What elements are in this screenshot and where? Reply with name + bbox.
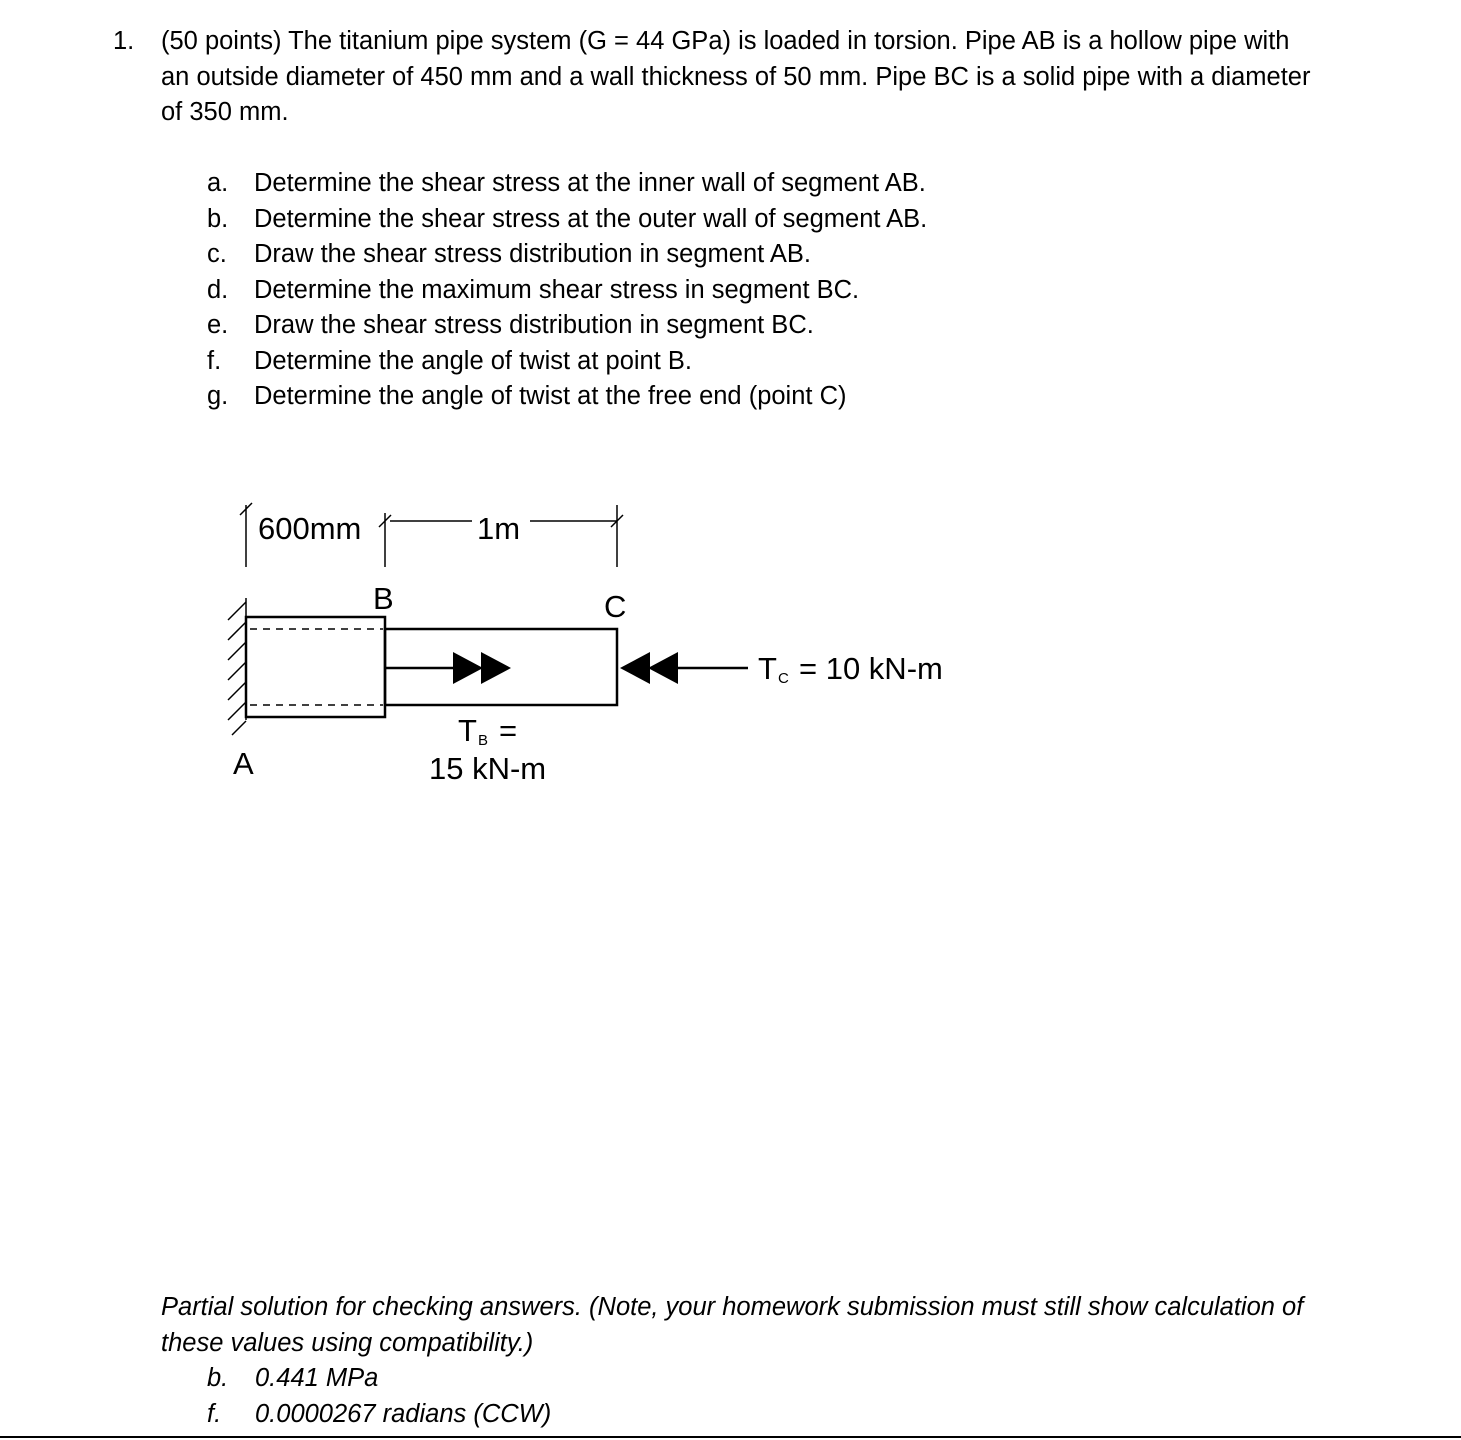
point-a-label: A	[233, 746, 254, 781]
part-letter: c.	[207, 240, 227, 268]
solution-value: 0.0000267 radians (CCW)	[255, 1399, 552, 1428]
solution-letter: f.	[207, 1399, 222, 1428]
pipe-ab	[246, 617, 385, 717]
solution-letter: b.	[207, 1364, 229, 1392]
part-text: Determine the shear stress at the outer wall of segment AB.	[254, 204, 928, 233]
torque-tc-symbol: T	[758, 651, 777, 686]
solution-value: 0.441 MPa	[255, 1364, 379, 1392]
torque-tb-symbol: T	[458, 713, 477, 748]
problem-stem: (50 points) The titanium pipe system (G = 44 GPa) is loaded in torsion. Pipe AB is a hollow pipe with an outside diameter of 450 mm and a wall thickness of 50 mm. Pipe BC is a solid pipe with a diameter of 350 mm.	[161, 27, 1311, 126]
torque-tb-subscript: B	[478, 732, 489, 749]
dimension-bc-label: 1m	[477, 511, 521, 546]
torque-tc-value: = 10 kN-m	[799, 651, 943, 686]
part-text: Determine the angle of twist at the free end (point C)	[254, 382, 847, 410]
part-letter: e.	[207, 311, 229, 339]
part-letter: g.	[207, 382, 229, 410]
torque-tc-arrow	[620, 652, 748, 684]
part-letter: f.	[207, 346, 222, 375]
dimension-ab-label: 600mm	[258, 511, 362, 546]
solution-item	[207, 1397, 907, 1433]
solution-note: Partial solution for checking answers. (Note, your homework submission must still show calculation of these values using compatibility.)	[161, 1293, 1304, 1357]
fixed-support-hatching	[228, 598, 246, 735]
solution-answers-list	[207, 1361, 907, 1432]
part-letter: d.	[207, 275, 229, 304]
torque-tb-arrow	[385, 652, 511, 684]
problem-number: 1.	[113, 27, 135, 55]
part-text: Determine the shear stress at the inner wall of segment AB.	[254, 169, 926, 197]
torque-tb-value: 15 kN-m	[429, 751, 547, 786]
part-text: Determine the maximum shear stress in segment BC.	[254, 275, 860, 304]
part-text: Draw the shear stress distribution in segment AB.	[254, 240, 812, 268]
part-letter: a.	[207, 169, 229, 197]
solution-item	[207, 1361, 907, 1397]
part-letter: b.	[207, 204, 229, 233]
torque-tb-equals: =	[499, 713, 518, 748]
torque-tc-subscript: C	[778, 670, 789, 687]
point-b-label: B	[373, 581, 394, 616]
point-c-label: C	[604, 589, 627, 624]
page-bottom-rule	[0, 1436, 1461, 1438]
partial-solution	[161, 1290, 1311, 1428]
torsion-pipe-diagram	[0, 490, 1000, 810]
part-text: Determine the angle of twist at point B.	[254, 346, 692, 375]
part-text: Draw the shear stress distribution in segment BC.	[254, 311, 814, 339]
